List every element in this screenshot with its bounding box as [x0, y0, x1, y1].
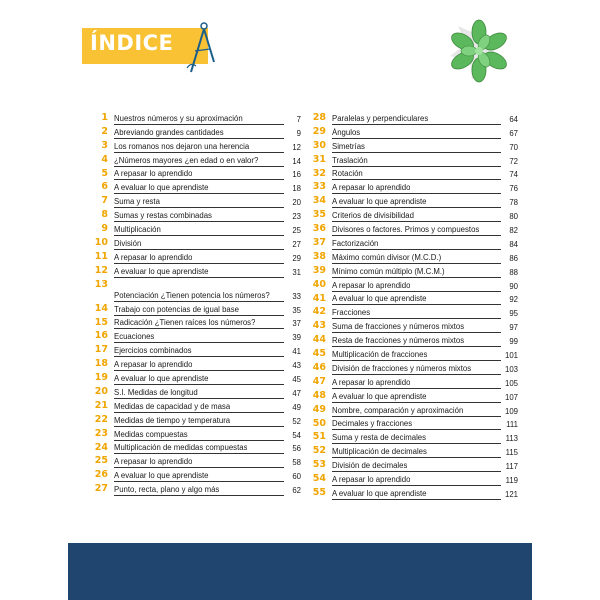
toc-entry: [86, 454, 301, 468]
toc-entry-page: 105: [504, 378, 518, 388]
toc-entry-number: 21: [94, 399, 108, 411]
toc-entry-page: 54: [292, 430, 301, 440]
toc-entry-number: 50: [312, 417, 326, 429]
toc-entry-title: Multiplicación de medidas compuestas: [114, 443, 248, 453]
toc-entry-page: 84: [509, 239, 518, 249]
toc-entry-title: Ejercicios combinados: [114, 346, 192, 356]
toc-entry-page: 70: [509, 142, 518, 152]
toc-entry: [86, 153, 301, 167]
toc-entry: [86, 208, 301, 222]
toc-entry: [86, 180, 301, 194]
toc-entry: [304, 250, 518, 264]
toc-entry-number: 43: [312, 320, 326, 332]
toc-entry-leader: [114, 142, 284, 153]
toc-entry-page: 20: [292, 198, 301, 208]
toc-entry: [86, 329, 301, 343]
toc-entry: [304, 444, 518, 458]
toc-entry-number: 15: [94, 316, 108, 328]
toc-entry-title: Radicación ¿Tienen raíces los números?: [114, 318, 256, 328]
toc-entry-leader: [332, 406, 501, 417]
toc-entry-leader: [114, 267, 284, 278]
toc-entry-number: 4: [101, 153, 108, 165]
toc-entry: [304, 292, 518, 306]
toc-entry: [86, 468, 301, 482]
toc-entry: [304, 222, 518, 236]
toc-entry-number: 13: [94, 278, 108, 290]
toc-entry-leader: [114, 430, 284, 441]
toc-entry-page: 95: [509, 309, 518, 319]
toc-entry-leader: [332, 336, 501, 347]
toc-entry-number: 14: [94, 302, 108, 314]
toc-entry-leader: [114, 457, 284, 468]
toc-entry: [86, 264, 301, 278]
toc-entry-number: 1: [101, 112, 108, 123]
toc-entry-page: 107: [504, 392, 518, 402]
toc-entry: [304, 486, 518, 500]
toc-entry-leader: [332, 267, 501, 278]
toc-entry-number: 26: [94, 469, 108, 481]
toc-entry-leader: [332, 183, 501, 194]
toc-entry-number: 38: [312, 250, 326, 262]
toc-entry: [304, 125, 518, 139]
toc-entry-leader: [332, 294, 501, 305]
toc-entry-title: Suma y resta: [114, 197, 160, 207]
toc-entry-number: 16: [94, 330, 108, 342]
toc-entry-title: Fracciones: [332, 308, 371, 318]
toc-entry-page: 14: [292, 156, 301, 166]
toc-entry-leader: [332, 475, 501, 486]
toc-entry-page: 74: [509, 170, 518, 180]
toc-entry-title: División de fracciones y números mixtos: [332, 363, 472, 373]
toc-entry-leader: [114, 225, 284, 236]
toc-entry-page: 52: [292, 416, 301, 426]
toc-entry-number: 33: [312, 181, 326, 193]
toc-entry: [86, 139, 301, 153]
toc-entry-title: Traslación: [332, 155, 368, 165]
toc-entry-page: 117: [505, 462, 518, 472]
footer-band: [68, 543, 532, 600]
toc-entry: [86, 316, 301, 330]
toc-entry-title: Multiplicación de decimales: [332, 447, 427, 457]
toc-entry-leader: [114, 360, 284, 371]
toc-entry-leader: [114, 253, 284, 264]
toc-entry-leader: [332, 156, 501, 167]
toc-entry-title: Resta de fracciones y números mixtos: [332, 336, 465, 346]
toc-entry-leader: [114, 388, 284, 399]
toc-entry-number: 6: [101, 181, 108, 193]
toc-entry-number: 27: [94, 483, 108, 495]
toc-entry: [86, 399, 301, 413]
toc-entry-number: 45: [312, 348, 326, 360]
toc-entry-leader: [114, 332, 284, 343]
toc-entry-page: 31: [292, 267, 301, 277]
toc-entry-title: A evaluar lo que aprendiste: [332, 294, 427, 304]
toc-entry-page: 16: [292, 170, 301, 180]
toc-entry-page: 82: [509, 226, 518, 236]
toc-entry-leader: [114, 346, 284, 357]
toc-entry-number: 46: [312, 362, 326, 374]
toc-entry: [86, 167, 301, 181]
toc-entry-leader: [332, 211, 501, 222]
toc-entry-page: 101: [504, 351, 518, 361]
page-title: ÍNDICE: [90, 31, 174, 55]
toc-entry-number: 7: [101, 195, 108, 207]
toc-entry-title: Medidas de tiempo y temperatura: [114, 415, 231, 425]
toc-entry: [86, 111, 301, 125]
toc-entry-page: 56: [292, 444, 301, 454]
toc-entry-number: 31: [312, 153, 326, 165]
toc-entry-title: ¿Números mayores ¿en edad o en valor?: [114, 155, 259, 165]
toc-entry-number: 25: [94, 455, 108, 467]
toc-entry: [304, 347, 518, 361]
toc-entry: [86, 236, 301, 250]
toc-entry-leader: [332, 281, 501, 292]
toc-entry: [304, 458, 518, 472]
toc-entry-leader: [114, 156, 284, 167]
toc-entry-number: 22: [94, 413, 108, 425]
toc-entry-leader: [332, 489, 501, 500]
toc-entry-title: A repasar lo aprendido: [114, 252, 193, 262]
toc-entry-page: 49: [292, 402, 301, 412]
toc-entry-title: Multiplicación: [114, 225, 161, 235]
toc-entry: [86, 427, 301, 441]
toc-entry-page: 62: [292, 486, 301, 496]
toc-entry-page: 18: [292, 184, 301, 194]
toc-entry-leader: [114, 291, 284, 302]
toc-entry-title: A repasar lo aprendido: [332, 183, 411, 193]
toc-entry: [86, 194, 301, 208]
toc-entry-leader: [114, 485, 284, 496]
toc-entry: [304, 430, 518, 444]
toc-entry-number: 49: [312, 403, 326, 415]
toc-entry-title: A evaluar lo que aprendiste: [114, 266, 209, 276]
toc-entry: [86, 385, 301, 399]
toc-entry-leader: [332, 461, 501, 472]
toc-entry-number: 20: [94, 386, 108, 398]
toc-entry: [304, 361, 518, 375]
toc-entry-page: 80: [509, 212, 518, 222]
toc-entry-number: 23: [94, 427, 108, 439]
toc-entry-number: 17: [94, 344, 108, 356]
toc-entry: [86, 413, 301, 427]
toc-entry-page: 12: [292, 142, 301, 152]
toc-entry-leader: [332, 392, 501, 403]
toc-entry-leader: [332, 225, 501, 236]
toc-entry-number: 35: [312, 209, 326, 221]
toc-entry-number: 55: [312, 487, 326, 499]
toc-entry-leader: [114, 183, 284, 194]
toc-entry-leader: [332, 433, 501, 444]
toc-entry: [304, 167, 518, 181]
toc-entry-leader: [114, 128, 284, 139]
toc-entry-leader: [114, 416, 284, 427]
toc-entry-number: 18: [94, 358, 108, 370]
toc-entry-leader: [332, 114, 501, 125]
toc-entry-title: Factorización: [332, 238, 379, 248]
toc-entry-leader: [114, 374, 284, 385]
toc-entry: [304, 333, 518, 347]
toc-entry-page: 45: [292, 375, 301, 385]
toc-entry: [86, 371, 301, 385]
toc-entry-number: 51: [312, 431, 326, 443]
toc-entry-page: 115: [505, 448, 518, 458]
toc-entry: [304, 389, 518, 403]
toc-entry-title: Sumas y restas combinadas: [114, 211, 212, 221]
toc-entry-title: Abreviando grandes cantidades: [114, 127, 224, 137]
toc-entry-page: 39: [292, 333, 301, 343]
toc-entry-page: 64: [509, 114, 518, 124]
toc-entry: [304, 208, 518, 222]
toc-column-left: [86, 111, 301, 496]
toc-entry-title: A repasar lo aprendido: [114, 169, 193, 179]
toc-entry-page: 103: [504, 364, 518, 374]
toc-entry-title: División de decimales: [332, 461, 408, 471]
toc-entry-title: Máximo común divisor (M.C.D.): [332, 252, 442, 262]
toc-entry-page: 41: [292, 347, 301, 357]
toc-entry: [304, 417, 518, 431]
toc-entry-page: 9: [296, 128, 301, 138]
toc-entry-title: A evaluar lo que aprendiste: [114, 183, 209, 193]
toc-entry-number: 34: [312, 195, 326, 207]
toc-entry-title: S.I. Medidas de longitud: [114, 387, 198, 397]
toc-entry-leader: [114, 471, 284, 482]
toc-entry-title: A evaluar lo que aprendiste: [332, 391, 427, 401]
toc-entry-page: 109: [504, 406, 518, 416]
toc-entry: [86, 441, 301, 455]
toc-entry-page: 78: [509, 198, 518, 208]
toc-entry-title: Suma de fracciones y números mixtos: [332, 322, 465, 332]
compass-icon: [182, 18, 222, 76]
toc-entry-title: A repasar lo aprendido: [332, 377, 411, 387]
toc-entry-number: 42: [312, 306, 326, 318]
toc-entry-title: A repasar lo aprendido: [114, 360, 193, 370]
toc-entry: [304, 472, 518, 486]
toc-entry-page: 72: [509, 156, 518, 166]
toc-entry-leader: [332, 447, 501, 458]
toc-entry: [304, 305, 518, 319]
toc-entry-number: 44: [312, 334, 326, 346]
toc-entry-title: Trabajo con potencias de igual base: [114, 304, 239, 314]
toc-entry-page: 58: [292, 458, 301, 468]
toc-entry-page: 7: [296, 114, 301, 124]
toc-entry-leader: [114, 114, 284, 125]
toc-entry-number: 41: [312, 292, 326, 304]
toc-entry-number: 54: [312, 473, 326, 485]
toc-entry-title: Punto, recta, plano y algo más: [114, 485, 220, 495]
toc-column-right: [304, 111, 518, 500]
toc-entry-number: 5: [101, 167, 108, 179]
toc-entry-number: 47: [312, 375, 326, 387]
toc-entry-number: 39: [312, 264, 326, 276]
toc-entry-title: Mínimo común múltiplo (M.C.M.): [332, 266, 445, 276]
toc-entry-page: 25: [292, 226, 301, 236]
toc-entry-title: Simetrías: [332, 141, 365, 151]
toc-entry-page: 88: [509, 267, 518, 277]
toc-entry-number: 32: [312, 167, 326, 179]
toc-entry-page: 97: [509, 323, 518, 333]
toc-entry-title: A evaluar lo que aprendiste: [114, 374, 209, 384]
toc-entry-leader: [114, 318, 284, 329]
toc-entry: [304, 194, 518, 208]
toc-entry: [304, 375, 518, 389]
toc-entry-number: 24: [94, 441, 108, 453]
toc-entry-title: Divisores o factores. Primos y compuestos: [332, 225, 480, 235]
toc-entry-page: 29: [292, 253, 301, 263]
toc-entry-title: A evaluar lo que aprendiste: [114, 471, 209, 481]
toc-entry-page: 119: [505, 476, 518, 486]
toc-entry-number: 2: [101, 125, 108, 137]
toc-entry: [304, 236, 518, 250]
toc-entry-number: 53: [312, 459, 326, 471]
toc-entry-title: Nuestros números y su aproximación: [114, 113, 243, 123]
toc-entry-number: 8: [101, 209, 108, 221]
toc-entry-page: 43: [292, 361, 301, 371]
toc-entry: [86, 278, 301, 302]
toc-entry-title: Suma y resta de decimales: [332, 433, 427, 443]
toc-entry-number: 48: [312, 389, 326, 401]
toc-entry-page: 23: [292, 212, 301, 222]
toc-entry: [86, 250, 301, 264]
toc-entry-leader: [114, 211, 284, 222]
toc-entry-number: 36: [312, 223, 326, 235]
toc-entry-number: 10: [94, 237, 108, 249]
toc-entry-page: 92: [509, 295, 518, 305]
toc-entry: [86, 302, 301, 316]
toc-entry-leader: [332, 169, 501, 180]
toc-entry-leader: [332, 364, 501, 375]
toc-entry-page: 27: [292, 239, 301, 249]
toc-entry-title: Ángulos: [332, 127, 361, 137]
toc-entry-title: A repasar lo aprendido: [332, 475, 411, 485]
toc-entry-leader: [332, 322, 501, 333]
toc-entry: [86, 125, 301, 139]
toc-entry-page: 35: [292, 305, 301, 315]
toc-entry-page: 86: [509, 253, 518, 263]
toc-entry-title: Medidas de capacidad y de masa: [114, 401, 231, 411]
toc-entry-title: Potenciación ¿Tienen potencia los números?: [114, 290, 270, 300]
toc-entry-page: 33: [292, 291, 301, 301]
toc-entry-page: 90: [509, 281, 518, 291]
toc-entry-page: 67: [509, 128, 518, 138]
toc-entry-title: Nombre, comparación y aproximación: [332, 405, 464, 415]
toc-entry: [304, 139, 518, 153]
toc-entry-number: 3: [101, 139, 108, 151]
toc-entry-number: 30: [312, 139, 326, 151]
toc-entry-number: 52: [312, 445, 326, 457]
toc-entry-page: 76: [509, 184, 518, 194]
toc-entry-leader: [332, 142, 501, 153]
toc-entry: [304, 319, 518, 333]
toc-entry-page: 47: [292, 388, 301, 398]
toc-entry-title: Paralelas y perpendiculares: [332, 113, 429, 123]
toc-entry-number: 28: [312, 112, 326, 123]
toc-entry-title: A evaluar lo que aprendiste: [332, 197, 427, 207]
toc-entry-title: Los romanos nos dejaron una herencia: [114, 141, 250, 151]
toc-entry-title: A evaluar lo que aprendiste: [332, 488, 427, 498]
toc-entry-title: Multiplicación de fracciones: [332, 350, 428, 360]
toc-entry-leader: [332, 350, 501, 361]
toc-entry: [304, 278, 518, 292]
toc-entry-title: Rotación: [332, 169, 363, 179]
toc-entry-title: A repasar lo aprendido: [332, 280, 411, 290]
toc-entry: [304, 180, 518, 194]
toc-entry: [304, 111, 518, 125]
toc-entry-page: 111: [506, 420, 518, 430]
toc-entry-leader: [114, 239, 284, 250]
toc-entry: [304, 403, 518, 417]
toc-entry-title: Medidas compuestas: [114, 429, 188, 439]
toc-entry-leader: [332, 378, 501, 389]
toc-entry: [86, 357, 301, 371]
toc-entry: [86, 222, 301, 236]
succulent-plant-icon: [446, 18, 512, 84]
toc-entry: [304, 153, 518, 167]
toc-entry: [86, 343, 301, 357]
toc-entry-number: 12: [94, 264, 108, 276]
toc-entry-number: 37: [312, 237, 326, 249]
toc-entry-page: 99: [509, 337, 518, 347]
toc-entry-title: Criterios de divisibilidad: [332, 211, 414, 221]
toc-entry-leader: [114, 443, 284, 454]
toc-entry-page: 113: [505, 434, 518, 444]
toc-entry-leader: [114, 197, 284, 208]
toc-entry-page: 60: [292, 472, 301, 482]
toc-entry: [304, 264, 518, 278]
toc-entry-page: 37: [292, 319, 301, 329]
toc-entry-title: Ecuaciones: [114, 332, 155, 342]
toc-entry-leader: [114, 169, 284, 180]
toc-entry-page: 121: [504, 489, 518, 499]
toc-entry-leader: [332, 239, 501, 250]
toc-entry-leader: [332, 197, 501, 208]
toc-entry-title: A repasar lo aprendido: [114, 457, 193, 467]
toc-entry-number: 29: [312, 125, 326, 137]
toc-entry-title: Decimales y fracciones: [332, 419, 413, 429]
toc-entry-title: División: [114, 238, 142, 248]
toc-entry-number: 19: [94, 372, 108, 384]
toc-entry-number: 9: [101, 223, 108, 235]
toc-entry-leader: [332, 253, 501, 264]
toc-entry: [86, 482, 301, 496]
toc-entry-leader: [332, 419, 501, 430]
toc-entry-number: 40: [312, 278, 326, 290]
toc-entry-leader: [332, 128, 501, 139]
toc-entry-leader: [114, 305, 284, 316]
toc-entry-leader: [114, 402, 284, 413]
toc-entry-leader: [332, 308, 501, 319]
toc-entry-number: 11: [94, 250, 108, 262]
